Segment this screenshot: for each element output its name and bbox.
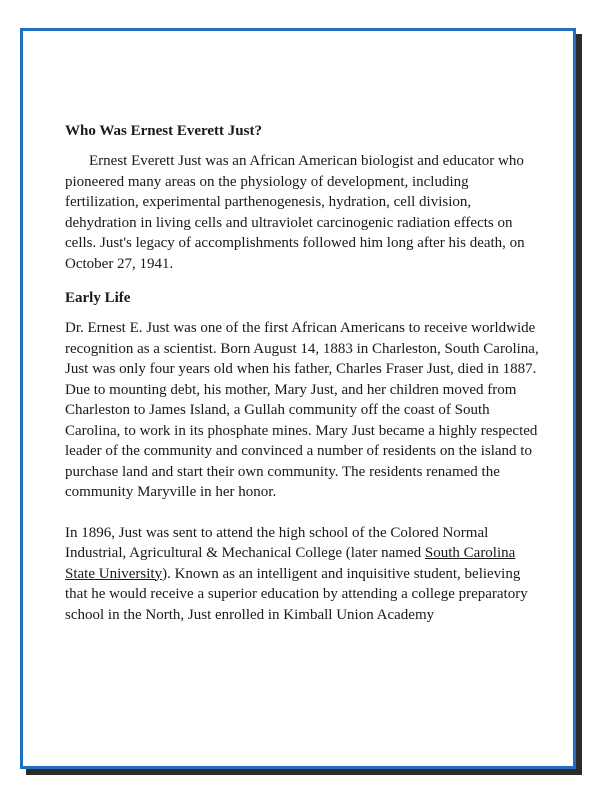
early-life-paragraph-2 (65, 523, 539, 626)
intro-paragraph: Ernest Everett Just was an African American biologist and educator who pioneered many areas on the physiology of development, including fertilization, experimental parthenogenesis, hydration, cell division, dehydration in living cells and ultraviolet carcinogenic radiation effects on cells. Just's legacy of accomplishments followed him long after his death, on October 27, 1941. (65, 153, 525, 272)
south-carolina-state-university-link[interactable]: South Carolina State University (65, 545, 516, 582)
paragraph-2-text-before: In 1896, Just was sent to attend the high school of the Colored Normal Industrial, Agricultural & Mechanical College (later named (65, 524, 489, 561)
paragraph-2-text-after: ). Known as an intelligent and inquisitive student, believing that he would receive a superior education by attending a college preparatory school in the North, Just enrolled in Kimball Union Academy (65, 565, 528, 623)
article-content (65, 121, 539, 625)
section-heading-early-life: Early Life (65, 290, 131, 306)
early-life-paragraph-1: Dr. Ernest E. Just was one of the first African Americans to receive worldwide recognition as a scientist. Born August 14, 1883 in Charleston, South Carolina, Just was only four years old when his father, Charles Fraser Just, died in 1887. Due to mounting debt, his mother, Mary Just, and her children moved from Charleston to James Island, a Gullah community off the coast of South Carolina, to work in its phosphate mines. Mary Just became a highly respected leader of the community and convinced a number of residents on the island to purchase land and start their own community. The residents renamed the community Maryville in her honor. (65, 320, 539, 500)
article-title: Who Was Ernest Everett Just? (65, 123, 262, 139)
page-frame (20, 28, 576, 769)
